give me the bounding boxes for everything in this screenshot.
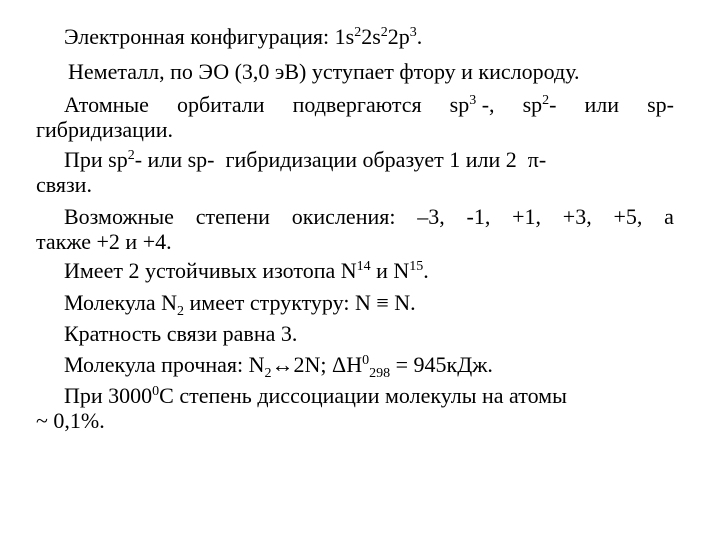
dissociation-line-2: ~ 0,1%.: [36, 408, 105, 433]
strength-text: ↔2N; ΔH: [271, 352, 363, 377]
word: [450, 92, 495, 117]
strength-text: Молекула прочная: N: [64, 352, 265, 377]
text-part: При 3000: [64, 383, 153, 408]
word-part: -: [549, 92, 557, 117]
word: окисления:: [291, 204, 396, 229]
pi-bond-line-2: связи.: [36, 172, 92, 197]
word-part: sp: [522, 92, 543, 117]
isotopes-sup: 14: [356, 259, 371, 274]
strength-sup: 0: [362, 353, 370, 368]
word-part: sp: [449, 92, 470, 117]
oxidation-line-2: также +2 и +4.: [36, 229, 172, 254]
config-text: 2s: [361, 24, 381, 49]
text-part: При sp: [64, 147, 128, 172]
hybridization-line-2: гибридизации.: [36, 117, 174, 142]
structure-text: имеет структуру: N ≡ N.: [184, 290, 416, 315]
word: +5,: [613, 204, 643, 229]
strength-sub: 2: [264, 366, 272, 381]
word: Атомные: [64, 92, 149, 117]
molecule-strength-line: [36, 352, 674, 381]
isotopes-line: [36, 258, 674, 283]
structure-text: Молекула N: [64, 290, 178, 315]
word: [523, 92, 557, 117]
word-part: -,: [481, 92, 495, 117]
text-sup: 0: [152, 384, 160, 399]
bond-order-line: [36, 321, 674, 346]
isotopes-text: и N: [370, 258, 410, 283]
dissociation-line-1: [36, 383, 674, 408]
hybridization-paragraph: [36, 92, 674, 142]
nonmetal-text: Неметалл, по ЭО (3,0 эВ) уступает фтору и кислороду.: [68, 59, 580, 84]
pi-bond-line-1: [36, 147, 674, 172]
word: +1,: [512, 204, 542, 229]
word-sup: 2: [542, 93, 550, 108]
molecule-structure-line: [36, 290, 674, 319]
config-sup: 3: [409, 25, 417, 40]
word: -1,: [466, 204, 491, 229]
dissociation-paragraph: [36, 383, 674, 433]
word: –3,: [417, 204, 445, 229]
text-part: С степень диссоциации молекулы на атомы: [159, 383, 567, 408]
config-sup: 2: [354, 25, 362, 40]
strength-sub: 298: [369, 366, 391, 381]
oxidation-paragraph: [36, 204, 674, 254]
word: орбитали: [176, 92, 265, 117]
nonmetal-line: [40, 59, 678, 84]
config-text: Электронная конфигурация: 1s: [64, 24, 355, 49]
text-part: - или sp- гибридизации образует 1 или 2 π-: [134, 147, 547, 172]
structure-sub: 2: [177, 304, 185, 319]
hybridization-line-1: [36, 92, 674, 117]
word: +3,: [562, 204, 592, 229]
word: а: [664, 204, 674, 229]
oxidation-line-1: [36, 204, 674, 229]
pi-bond-paragraph: [36, 147, 674, 197]
word: или: [584, 92, 620, 117]
isotopes-text: Имеет 2 устойчивых изотопа N: [64, 258, 357, 283]
config-sup: 2: [380, 25, 388, 40]
strength-text: = 945кДж.: [390, 352, 493, 377]
word: Возможные: [64, 204, 174, 229]
word: sp-: [647, 92, 674, 117]
text-sup: 2: [127, 148, 135, 163]
config-text: 2p: [387, 24, 410, 49]
word: степени: [195, 204, 270, 229]
config-text: .: [416, 24, 423, 49]
word: подвергаются: [292, 92, 422, 117]
isotopes-text: .: [423, 258, 429, 283]
isotopes-sup: 15: [409, 259, 424, 274]
electron-configuration-line: [36, 24, 674, 49]
bond-order-text: Кратность связи равна 3.: [64, 321, 298, 346]
word-sup: 3: [469, 93, 477, 108]
